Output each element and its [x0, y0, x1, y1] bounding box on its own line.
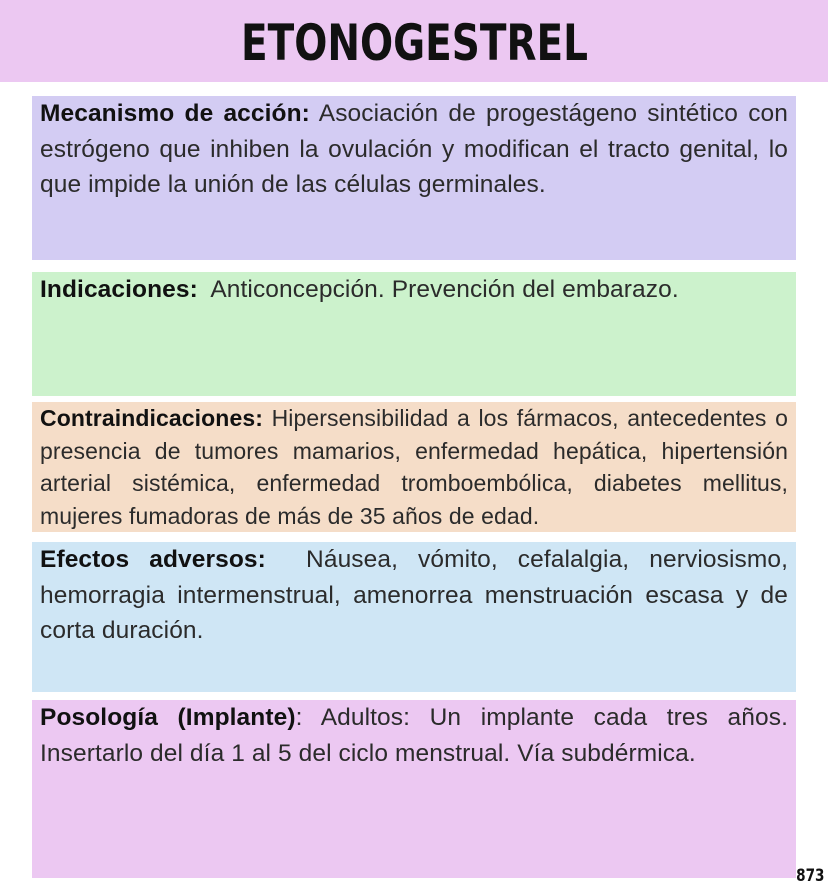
title-band	[0, 0, 828, 82]
contraindicaciones-text: Hipersensibilidad a los fármacos, antecedentes o presencia de tumores mamarios, enfermedad hepática, hipertensión arterial sistémica, enfermedad tromboembólica, diabetes mellitus, mujeres fumadoras de más de 35 años de edad.	[40, 405, 788, 529]
posologia-paragraph	[40, 700, 788, 771]
contraindicaciones-heading: Contraindicaciones:	[40, 405, 263, 431]
contraindicaciones-paragraph	[40, 402, 788, 532]
indicaciones-paragraph	[40, 272, 788, 308]
efectos-paragraph	[40, 542, 788, 649]
indicaciones-text: Anticoncepción. Prevención del embarazo.	[210, 276, 679, 303]
section-mecanismo	[32, 96, 796, 260]
mecanismo-heading: Mecanismo de acción:	[40, 100, 310, 127]
posologia-heading: Posología (Implante)	[40, 704, 296, 731]
mecanismo-text: Asociación de progestágeno sintético con estrógeno que inhiben la ovulación y modifican el tracto genital, lo que impide la unión de las células germinales.	[40, 100, 788, 198]
page-number: 873	[795, 866, 824, 886]
efectos-text: Náusea, vómito, cefalalgia, nerviosismo, hemorragia intermenstrual, amenorrea menstruación escasa y de corta duración.	[40, 546, 788, 644]
indicaciones-heading: Indicaciones:	[40, 276, 198, 303]
section-posologia	[32, 700, 796, 878]
section-indicaciones	[32, 272, 796, 396]
mecanismo-paragraph	[40, 96, 788, 203]
efectos-heading: Efectos adversos:	[40, 546, 266, 573]
section-contraindicaciones	[32, 402, 796, 532]
section-efectos-adversos	[32, 542, 796, 692]
page-title: ETONOGESTREL	[240, 14, 588, 72]
posologia-text: : Adultos: Un implante cada tres años. Insertarlo del día 1 al 5 del ciclo menstrual. Vía subdérmica.	[40, 704, 788, 767]
